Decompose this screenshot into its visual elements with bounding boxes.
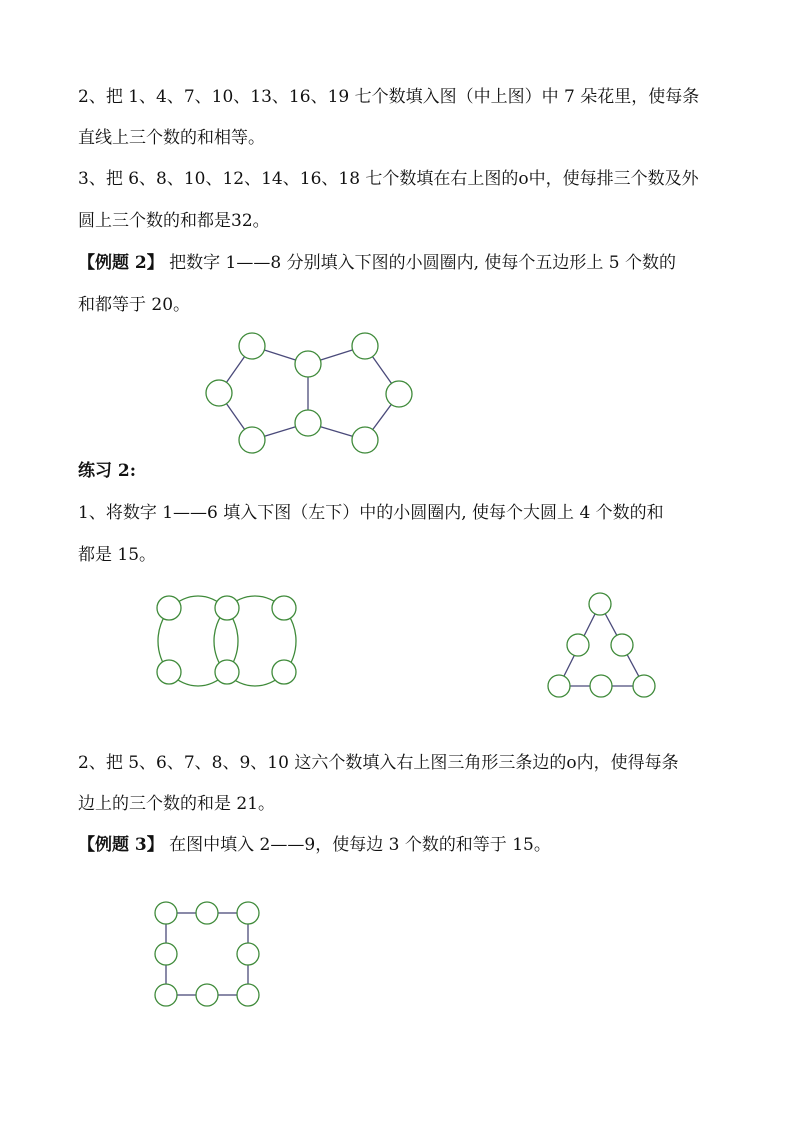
square-figure [155, 902, 259, 1006]
example-3-line-1: 在图中填入 2——9，使每边 3 个数的和等于 15。 [163, 835, 551, 855]
example-3-label: 【例题 3】 [78, 835, 164, 855]
practice-2-line-1: 2、把 5、6、7、8、9、10 这六个数填入右上图三角形三条边的o内，使得每条 [78, 753, 679, 773]
square-node[interactable] [196, 984, 218, 1006]
square-node[interactable] [237, 984, 259, 1006]
circle-node[interactable] [157, 660, 181, 684]
pentagon-node[interactable] [295, 410, 321, 436]
example-2-line-1: 把数字 1——8 分别填入下图的小圆圈内, 使每个五边形上 5 个数的 [163, 253, 677, 273]
pentagon-node[interactable] [352, 427, 378, 453]
practice-2-line-2: 边上的三个数的和是 21。 [78, 794, 276, 814]
square-node[interactable] [155, 902, 177, 924]
square-node[interactable] [237, 902, 259, 924]
triangle-node[interactable] [589, 593, 611, 615]
triangle-node[interactable] [548, 675, 570, 697]
double-pentagon-figure [206, 333, 412, 453]
problem-2-line-2: 直线上三个数的和相等。 [78, 128, 265, 148]
circle-node[interactable] [215, 596, 239, 620]
pentagon-node[interactable] [352, 333, 378, 359]
square-node[interactable] [196, 902, 218, 924]
practice-1-line-2: 都是 15。 [78, 545, 157, 565]
problem-2-line-1: 2、把 1、4、7、10、13、16、19 七个数填入图（中上图）中 7 朵花里，使每条 [78, 87, 700, 107]
pentagon-node[interactable] [239, 333, 265, 359]
circle-node[interactable] [272, 596, 296, 620]
pentagon-node[interactable] [239, 427, 265, 453]
example-2-line-2: 和都等于 20。 [78, 295, 191, 315]
square-node[interactable] [237, 943, 259, 965]
practice-2-heading: 练习 2: [78, 461, 137, 481]
two-circles-figure [157, 596, 296, 686]
triangle-node[interactable] [611, 634, 633, 656]
pentagon-node[interactable] [295, 351, 321, 377]
triangle-node[interactable] [567, 634, 589, 656]
triangle-node[interactable] [633, 675, 655, 697]
circle-node[interactable] [215, 660, 239, 684]
triangle-node[interactable] [590, 675, 612, 697]
square-node[interactable] [155, 943, 177, 965]
pentagon-node[interactable] [206, 380, 232, 406]
circle-node[interactable] [272, 660, 296, 684]
square-node[interactable] [155, 984, 177, 1006]
problem-3-line-2: 圆上三个数的和都是32。 [78, 211, 270, 231]
problem-3-line-1: 3、把 6、8、10、12、14、16、18 七个数填在右上图的o中，使每排三个数及外 [78, 169, 699, 189]
pentagon-node[interactable] [386, 381, 412, 407]
practice-1-line-1: 1、将数字 1——6 填入下图（左下）中的小圆圈内, 使每个大圆上 4 个数的和 [78, 503, 664, 523]
triangle-figure [548, 593, 655, 697]
circle-node[interactable] [157, 596, 181, 620]
example-2-label: 【例题 2】 [78, 253, 164, 273]
